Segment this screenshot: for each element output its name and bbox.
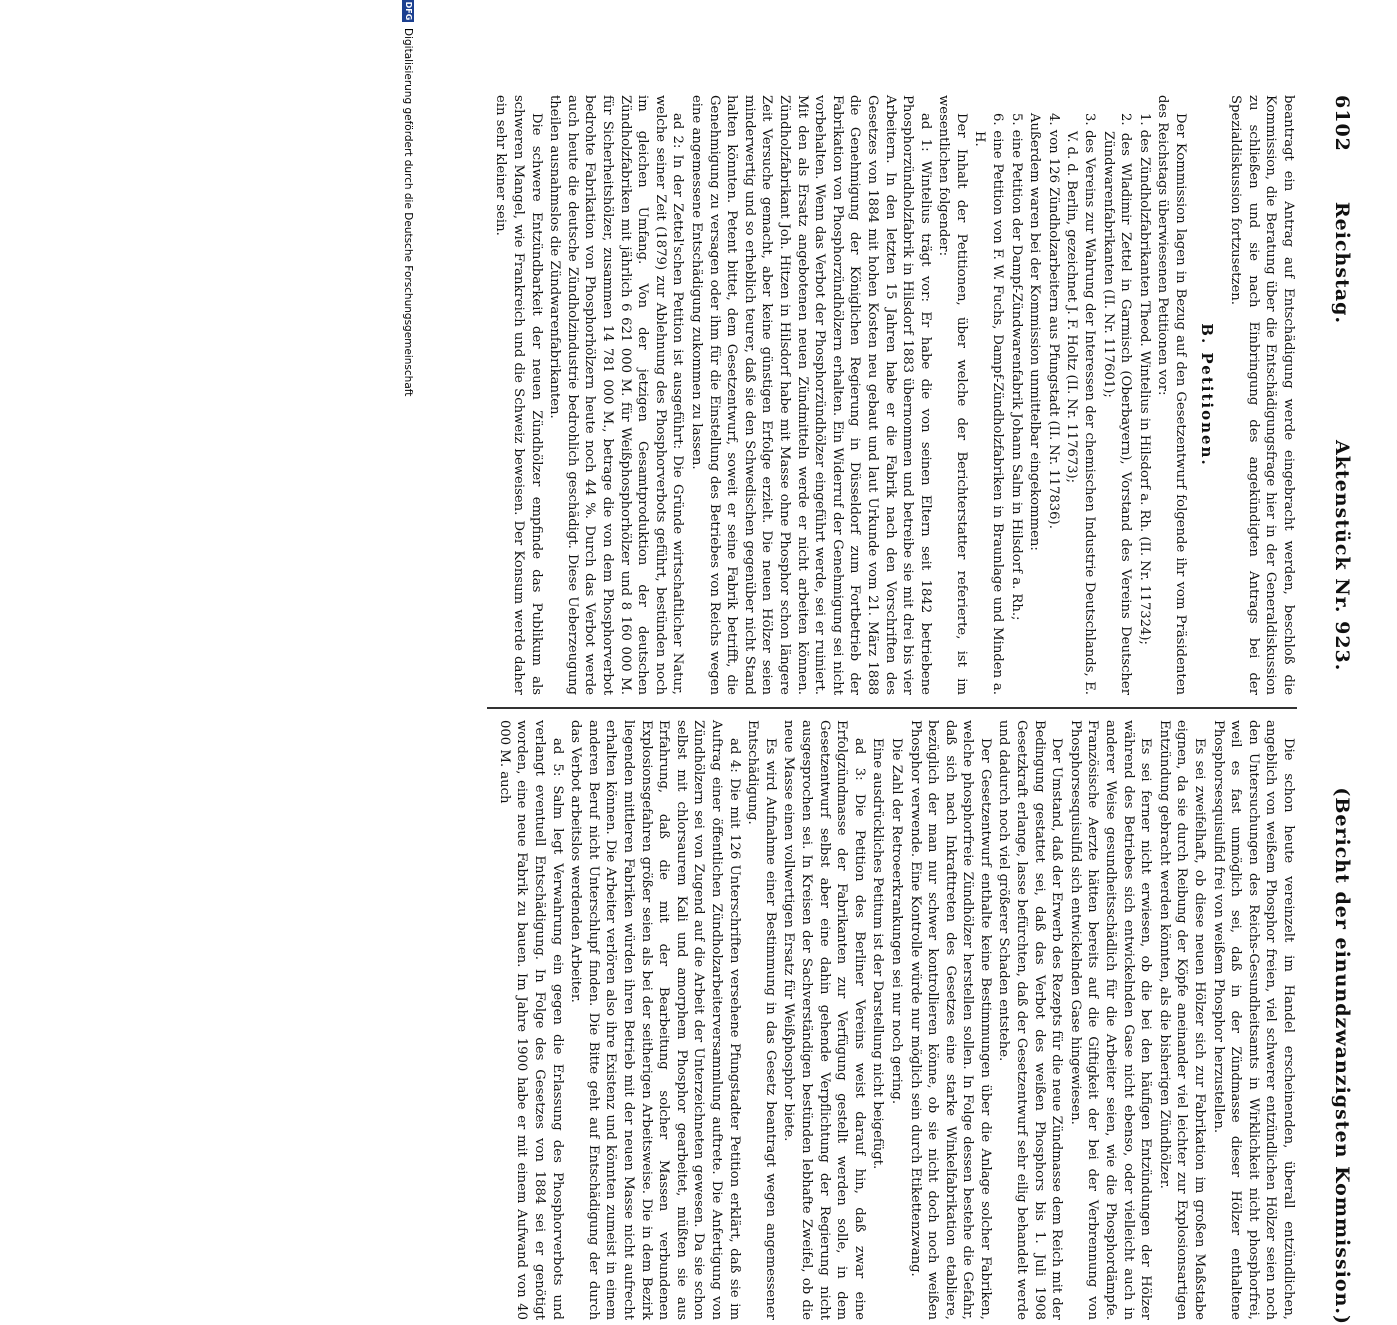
section-heading: B. Petitionen. bbox=[1197, 323, 1216, 467]
body-paragraph: ad 5: Salm legt Verwahrung ein gegen die Erlassung des Phosphorverbots und verlangt eventuell Entschädigung. In Folge des Gesetzes von 1884 sei er genötigt worden, eine neue Fabrik zu bauen. Im Jahre 1900 habe er mit einem Aufwand von 40 000 M. auch bbox=[496, 720, 565, 1320]
document-subtitle: (Bericht der einundzwanzigsten Kommission.) bbox=[1331, 787, 1353, 1325]
body-paragraph: Es sei ferner nicht erwiesen, ob die bei den häufigen Entzündungen der Hölzer während des Betriebes sich entwickelnden Gase nicht ebenso, oder vielleicht auch in anderer Weise gesundheitsschädlich für die Arbeiter seien, wie die Phosphordämpfe. Französische Aerzte hätten bereits auf die Giftigkeit der bei der Verbrennung von Phosphorsesquisulfid sich entwickelnden Gase hingewiesen. bbox=[1067, 720, 1154, 1320]
text-columns bbox=[427, 95, 1297, 1325]
intro-paragraph: beantragt ein Antrag auf Entschädigung werde eingebracht werden, beschloß die Kommission, die Beratung über die Entschädigungsfrage hier in der Generaldiskussion zu schließen und sie nach Einbringung des angekündigten Antrags bei der Spezialdiskussion fortzusetzen. bbox=[1228, 95, 1296, 695]
document-title: Aktenstück Nr. 923. bbox=[1331, 440, 1353, 672]
body-paragraph: Die schwere Entzündbarkeit der neuen Zündhölzer empfinde das Publikum als schweren Mangel, wie Frankreich und die Schweiz beweisen. Der Konsum werde daher ein sehr kleiner sein. bbox=[493, 95, 544, 695]
dfg-logo-icon: DFG bbox=[404, 1, 413, 21]
column-divider bbox=[487, 707, 1297, 709]
petition-item: 2. des Wladimir Zettel in Garmisch (Oberbayern), Vorstand des Vereins Deutscher Zündwarenfabrikanten (II. Nr. 117601); bbox=[1100, 113, 1134, 695]
header-left bbox=[1331, 95, 1353, 324]
body-paragraph: ad 4: Die mit 126 Unterschriften versehene Pfungstadter Petition erklärt, daß sie im Auftrag einer öffentlichen Zündholzarbeiterversammlung auftrete. Die Anfertigung von Zündhölzern sei von Zugend auf die Arbeit der Unterzeichneten gewesen. Da sie schon selbst mit chlorsaurem Kali und amorphem Phosphor gearbeitet, müßten sie aus Erfahrung, daß die mit der Bearbeitung solcher Massen verbundenen Explosionsgefahren größer seien als bei der seitherigen Arbeitsweise. Die in dem Bezirk liegenden mittleren Fabriken würden ihren Betrieb mit der neuen Masse nicht aufrecht erhalten können. Die Arbeiter verlören also ihre Existenz und könnten zumeist in einem anderen Beruf nicht Unterschlupf finden. Die Bitte geht auf Entschädigung der durch das Verbot arbeitslos werdenden Arbeiter. bbox=[568, 720, 742, 1320]
body-paragraph: Eine ausdrückliches Petitum ist der Darstellung nicht beigefügt. bbox=[870, 738, 886, 1170]
additional-item: 6. eine Petition von F. W. Fuchs, Dampf-Zündholzfabriken in Braunlage und Minden a. H. bbox=[972, 113, 1006, 695]
right-column bbox=[447, 720, 1297, 1320]
body-paragraph: Der Umstand, daß der Erwerb des Rezepts für die neue Zündmasse dem Reich mit der Bedingung gestattet sei, daß das Verbot des weißen Phosphors bis 1. Juli 1908 Gesetzkraft erlange, lasse befürchten, daß der Gesetzentwurf sehr eilig behandelt werde und dadurch noch viel größerer Schaden entstehe. bbox=[996, 720, 1065, 1320]
digitization-footer bbox=[399, 0, 417, 1000]
petitions-intro: Der Kommission lagen in Bezug auf den Gesetzentwurf folgende ihr vom Präsidenten des Reichstags überwiesenen Petitionen vor: bbox=[1155, 95, 1189, 695]
publication-title: Reichstag. bbox=[1331, 201, 1353, 325]
petition-item: 1. des Zündholzfabrikanten Theod. Wintelius in Hilsdorf a. Rh. (II. Nr. 117324); bbox=[1136, 113, 1152, 645]
body-paragraph: Es sei zweifelhaft, ob diese neuen Hölzer sich zur Fabrikation im großen Maßstabe eignen, da sie durch Reibung der Köpfe aneinander viel leichter zur Explosionsartigen Entzündung gebracht werden könnten, als die bisherigen Zündhölzer. bbox=[1156, 720, 1208, 1320]
additional-item: 5. eine Petition der Dampf-Zündwarenfabrik Johann Salm in Hilsdorf a. Rh.; bbox=[1008, 113, 1024, 621]
body-paragraph: Die schon heute vereinzelt im Handel erscheinenden, überall entzündlichen, angeblich von weißem Phosphor freien, viel schwerer entzündlichen Hölzer seien noch den Untersuchungen des Reichs-Gesundheitsamts in Wirklichkeit nicht phosphorfrei, weil es fast unmöglich sei, daß in der Zündmasse dieser Hölzer enthaltene Phosphorsesquisulfid frei von weißem Phosphor herzustellen. bbox=[1210, 720, 1296, 1320]
body-paragraph: Der Inhalt der Petitionen, über welche der Berichterstatter referierte, ist im wesentlichen folgender: bbox=[936, 95, 969, 695]
footer-credit: Digitalisierung gefördert durch die Deutsche Forschungsgemeinschaft bbox=[402, 28, 414, 397]
body-paragraph: Die Zahl der Retroeerkrankungen sei nur noch gering. bbox=[888, 738, 904, 1105]
page-header bbox=[1297, 95, 1387, 1325]
body-paragraph: ad 3: Die Petition des Berliner Vereins weist darauf hin, daß zwar eine Erfolgzündmasse der Fabrikanten zur Verfügung gestellt werden solle, in dem Gesetzentwurf selbst aber eine dahin gehende Verpflichtung der Regierung nicht ausgesprochen sei. In Kreisen der Sachverständigen bestünden lebhafte Zweifel, ob die neue Masse einen vollwertigen Ersatz für Weißphosphor biete. bbox=[781, 720, 867, 1320]
petition-item: 4. von 126 Zündholzarbeitern aus Pfungstadt (II. Nr. 117836). bbox=[1045, 113, 1061, 529]
body-paragraph: Der Gesetzentwurf enthalte keine Bestimmungen über die Anlage solcher Fabriken, welche phosphorfreie Zündhölzer herstellen sollen. In Folge dessen bestehe die Gefahr, daß sich nach Inkrafttreten des Gesetzes eine starke Winkelfabrikation etabliere, bezüglich der man nur schwer kontrollieren könne, ob sie nicht doch noch weißen Phosphor verwende. Eine Kontrolle würde nur möglich sein durch Etikettenzwang. bbox=[907, 720, 993, 1320]
page-number: 6102 bbox=[1331, 95, 1353, 152]
petition-item: 3. des Vereins zur Wahrung der Interessen der chemischen Industrie Deutschlands, E. V. d. d. Berlin, gezeichnet J. F. Holtz (II. Nr. 117673); bbox=[1064, 113, 1098, 695]
left-column bbox=[447, 95, 1297, 695]
body-paragraph: ad 1: Wintelius trägt vor: Er habe die von seinen Eltern seit 1842 betriebene Phosphorzündholzfabrik in Hilsdorf 1883 übernommen und betreibe sie mit drei bis vier Arbeitern. In den letzten 15 Jahren habe er die Fabrik nach den Vorschriften des Gesetzes von 1884 mit hohen Kosten neu gebaut und laut Urkunde vom 21. März 1888 die Genehmigung der Königlichen Regierung in Düsseldorf zum Fortbetrieb der Fabrikation von Phosphorzündhölzern erhalten. Ein Widerruf der Genehmigung sei nicht vorbehalten. Wenn das Verbot der Phosphorzündhölzer eingeführt werde, sei er ruiniert. Mit den als Ersatz angebotenen neuen Zündmitteln werde er nicht arbeiten können. Zündholzfabrikant Joh. Hitzen in Hilsdorf habe mit Masse ohne Phosphor schon längere Zeit Versuche gemacht, aber keine günstigen Erfolge erzielt. Die neuen Hölzer seien minderwertig und so erheblich teurer, daß sie den Schwedischen gegenüber nicht Stand halten könnten. Petent bittet, dem Gesetzentwurf, soweit er seine Fabrik betrifft, die Genehmigung zu versagen oder ihm für die Einstellung des Betriebes von Reichs wegen eine angemessene Entschädigung zukommen zu lassen. bbox=[689, 95, 933, 695]
body-paragraph: Es wird Aufnahme einer Bestimmung in das Gesetz beantragt wegen angemessener Entschädigung. bbox=[745, 720, 778, 1320]
additional-intro: Außerdem waren bei der Kommission unmittelbar eingekommen: bbox=[1027, 113, 1043, 551]
body-paragraph: ad 2: In der Zettel'schen Petition ist ausgeführt: Die Gründe wirtschaftlicher Natur, welche seiner Zeit (1879) zur Ablehnung des Phosphorverbots geführt, bestünden noch im gleichen Umfang. Von der jetzigen Gesamtproduktion der deutschen Zündholzfabriken mit jährlich 6 621 000 M. für Weißphosphorhölzer und 8 160 000 M. für Sicherheitshölzer, zusammen 14 781 000 M., betrage die von dem Phosphorverbot bedrohte Fabrikation von Phosphorhölzern heute noch 44 %. Durch das Verbot werde auch heute die deutsche Zündholzindustrie bedrohlich geschädigt. Diese Ueberzeugung theilen ausnahmslos die Zündwarenfabrikanten. bbox=[547, 95, 686, 695]
